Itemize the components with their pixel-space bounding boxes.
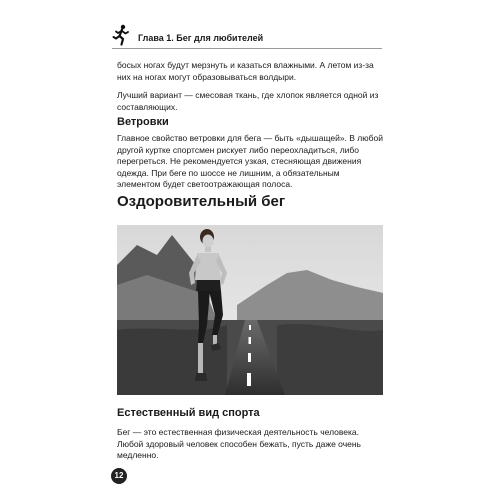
chapter-title: Глава 1. Бег для любителей [138, 33, 264, 43]
paragraph-fabric: Лучший вариант — смесовая ткань, где хлопок является одной из составляющих. [117, 90, 379, 112]
runner-photo-illustration [117, 225, 383, 395]
paragraph-windbreakers: Главное свойство ветровки для бега — быть «дышащей». В любой другой куртке спортсмен рискует либо переохладиться, либо перегреться. Не рекомендуется узкая, стесняющая движения одежда. При беге по шоссе не лишним, а обязательным элементом будет светоотражающая полоса. [117, 133, 383, 189]
runner-icon [112, 24, 130, 46]
runner-photo [117, 225, 383, 395]
section-title: Оздоровительный бег [117, 193, 286, 210]
page-number: 12 [114, 471, 124, 480]
subheading-natural-sport: Естественный вид спорта [117, 407, 260, 419]
header-divider [112, 48, 382, 49]
subheading-windbreakers: Ветровки [117, 116, 169, 128]
paragraph-intro: босых ногах будут мерзнуть и казаться влажными. А летом из-за них на ногах могут образовываться волдыри. [117, 60, 374, 82]
page-number-badge [111, 468, 127, 484]
paragraph-natural-sport: Бег — это естественная физическая деятельность человека. Любой здоровый человек способен бежать, пусть даже очень медленно. [117, 427, 361, 460]
running-header [112, 30, 382, 48]
